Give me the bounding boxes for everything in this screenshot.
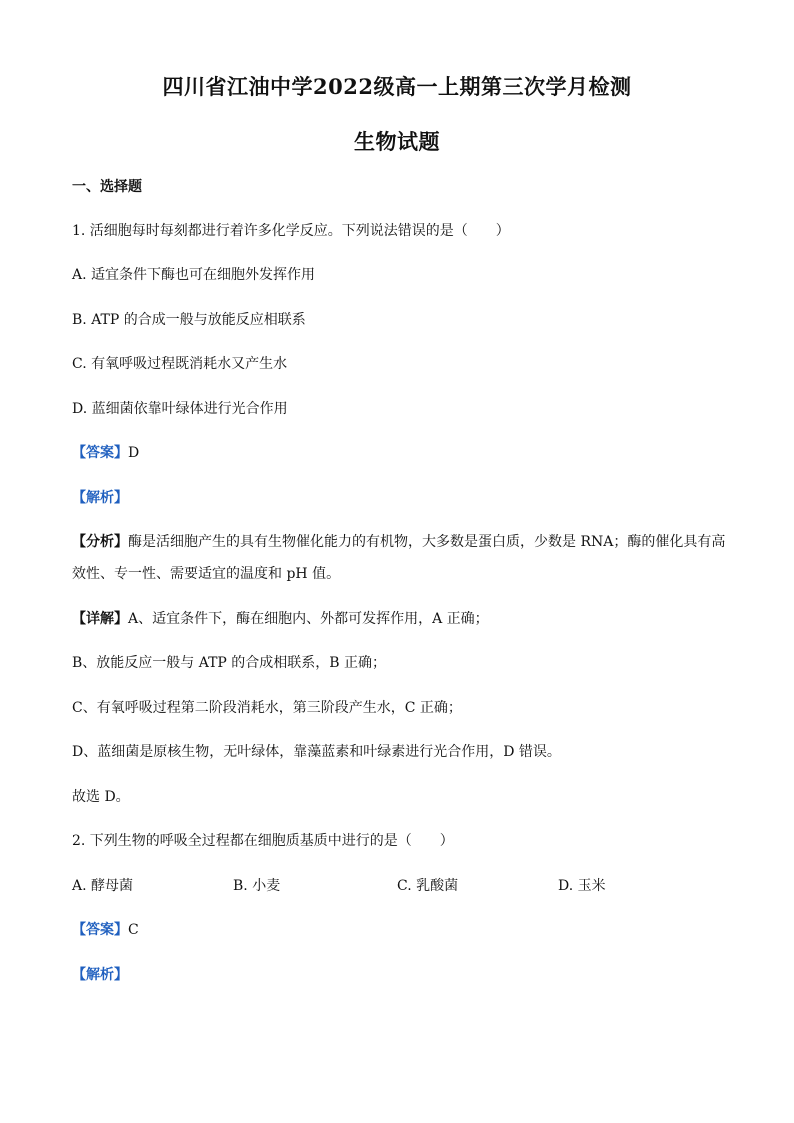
fenxi-text: 酶是活细胞产生的具有生物催化能力的有机物，大多数是蛋白质，少数是 RNA；酶的催化具有高 <box>128 534 726 550</box>
q1-option-a: A. 适宜条件下酶也可在细胞外发挥作用 <box>72 267 316 283</box>
q1-analysis-heading <box>72 488 732 508</box>
answer-tag: 【答案】 <box>72 445 128 461</box>
q1-answer <box>72 443 732 463</box>
q1-xiangjie-line-4: D、蓝细菌是原核生物，无叶绿体，靠藻蓝素和叶绿素进行光合作用，D 错误。 <box>72 744 561 760</box>
q1-fenxi-line-2: 效性、专一性、需要适宜的温度和 pH 值。 <box>72 566 341 582</box>
answer-tag: 【答案】 <box>72 922 128 938</box>
answer-value: D <box>128 445 140 461</box>
analysis-tag: 【解析】 <box>72 967 128 983</box>
fenxi-tag: 【分析】 <box>72 534 128 550</box>
analysis-tag: 【解析】 <box>72 490 128 506</box>
q2-option-d: D. 玉米 <box>558 878 606 894</box>
xiangjie-tag: 【详解】 <box>72 611 128 627</box>
q1-fenxi-line-1 <box>72 532 732 552</box>
document-title: 四川省江油中学2022级高一上期第三次学月检测 <box>162 74 632 99</box>
q1-xiangjie-line-1 <box>72 609 732 629</box>
xiangjie-text: A、适宜条件下，酶在细胞内、外都可发挥作用，A 正确； <box>128 611 489 627</box>
q1-option-b: B. ATP 的合成一般与放能反应相联系 <box>72 312 306 328</box>
q2-answer <box>72 920 732 940</box>
q1-stem: 1. 活细胞每时每刻都进行着许多化学反应。下列说法错误的是（ ） <box>72 223 510 239</box>
q2-stem: 2. 下列生物的呼吸全过程都在细胞质基质中进行的是（ ） <box>72 833 454 849</box>
section-heading: 一、选择题 <box>72 179 142 195</box>
document-subtitle: 生物试题 <box>354 129 440 154</box>
q1-xiangjie-line-3: C、有氧呼吸过程第二阶段消耗水，第三阶段产生水，C 正确； <box>72 700 462 716</box>
q1-conclusion: 故选 D。 <box>72 789 130 805</box>
answer-value: C <box>128 922 139 938</box>
q2-option-a: A. 酵母菌 <box>72 878 134 894</box>
q1-option-c: C. 有氧呼吸过程既消耗水又产生水 <box>72 356 288 372</box>
q2-analysis-heading <box>72 965 732 985</box>
q2-option-c: C. 乳酸菌 <box>397 878 459 894</box>
q1-xiangjie-line-2: B、放能反应一般与 ATP 的合成相联系，B 正确； <box>72 655 387 671</box>
q1-option-d: D. 蓝细菌依靠叶绿体进行光合作用 <box>72 401 288 417</box>
q2-option-b: B. 小麦 <box>233 878 281 894</box>
